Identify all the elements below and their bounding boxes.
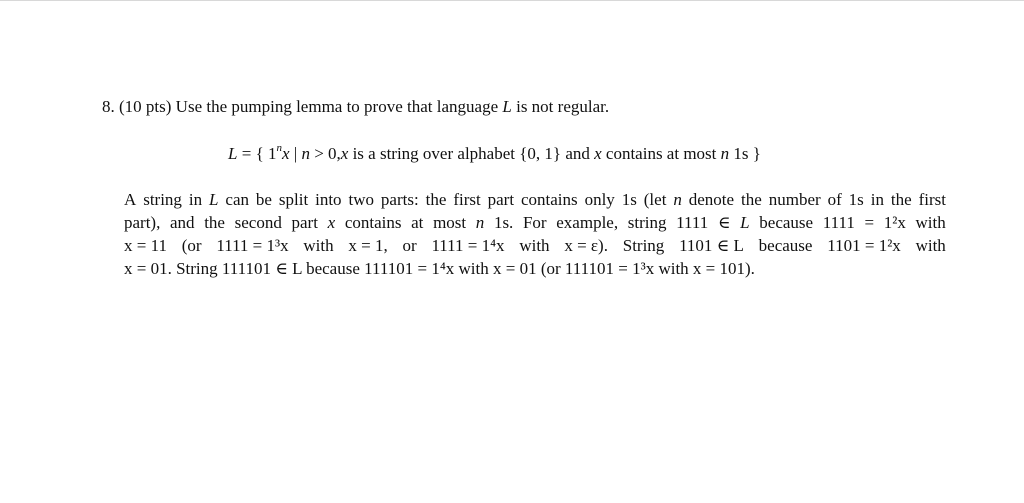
word: because [758,236,813,255]
word: string [143,190,182,209]
word: split [278,190,309,209]
def-cond-n: n [301,144,310,163]
word: contains [520,190,578,209]
word: part [291,213,318,232]
def-base: 1 [267,144,277,163]
word: 1101 = 1²x [827,236,901,255]
word: x [327,213,336,232]
word: 1s. [493,213,514,232]
word: in [188,190,203,209]
problem-statement-pre: Use the pumping lemma to prove that language [175,97,499,116]
word: can [225,190,249,209]
word: x = 1, [348,236,388,255]
def-cond-x: x [340,144,349,163]
word: in [870,190,884,209]
language-variable: L [502,97,512,116]
word: most [433,213,467,232]
paragraph-line-1 [124,188,946,211]
word: contains [344,213,402,232]
word: second [234,213,282,232]
word: 1s [621,190,637,209]
language-definition [228,143,761,165]
word: n [475,213,485,232]
word: into [315,190,342,209]
word: the [890,190,912,209]
word: = [864,213,875,232]
def-cond-op: > 0, [314,144,341,163]
word: with [519,236,550,255]
def-contains: contains at most [605,144,717,163]
def-x2: x [594,144,602,163]
word: only [584,190,615,209]
word: part), [124,213,161,232]
word: L [209,190,219,209]
word: x = ε). [564,236,608,255]
word: first [453,190,481,209]
word: or [402,236,417,255]
word: first [918,190,946,209]
def-lhs: L [228,144,238,163]
def-alphabet: {0, 1} [519,144,562,163]
def-cond-text: is a string over alphabet [352,144,515,163]
word: part [487,190,515,209]
word: n [673,190,682,209]
word: 1111 = 1³x [216,236,289,255]
word: with [915,236,946,255]
word: at [411,213,424,232]
def-rel: = [241,144,252,163]
word: and [170,213,195,232]
paragraph-line-3 [124,234,946,257]
def-ones: 1s [733,144,749,163]
def-open-brace: { [255,144,264,163]
problem-number: 8. [102,97,115,116]
problem-points: (10 pts) [119,97,172,116]
word: (or [181,236,202,255]
word: (let [643,190,667,209]
word: with [303,236,334,255]
word: For [522,213,547,232]
word: of [827,190,842,209]
word: 1²x [883,213,906,232]
word: the [741,190,762,209]
word: number [768,190,821,209]
def-n2: n [720,144,730,163]
def-bar: | [293,144,298,163]
def-exponent: n [276,142,282,155]
word: the [425,190,447,209]
top-divider [0,0,1024,1]
word: two [348,190,374,209]
explanation-paragraph [124,188,946,280]
word: 1111 [676,213,709,232]
word: string [627,213,667,232]
word: the [204,213,225,232]
def-var-x: x [281,144,290,163]
problem-statement-post: is not regular. [516,97,610,116]
paragraph-line-2 [124,211,946,234]
word: L [740,213,750,232]
def-close-brace: } [752,144,761,163]
word: x = 11 [124,236,167,255]
word: 1101 ∈ L [679,236,744,255]
word: ∈ [717,213,731,232]
word: with [915,213,946,232]
word: denote [688,190,735,209]
word: 1111 [822,213,855,232]
paragraph-line-4: x = 01. String 111101 ∈ L because 111101 = 1⁴x with x = 01 (or 111101 = 1³x with x = 101). [124,259,755,278]
word: because [759,213,814,232]
word: example, [556,213,619,232]
word: be [255,190,272,209]
problem-heading [102,96,962,118]
word: parts: [380,190,419,209]
word: 1111 = 1⁴x [431,236,505,255]
def-and: and [565,144,590,163]
word: 1s [848,190,864,209]
word: String [622,236,665,255]
word: A [124,190,137,209]
